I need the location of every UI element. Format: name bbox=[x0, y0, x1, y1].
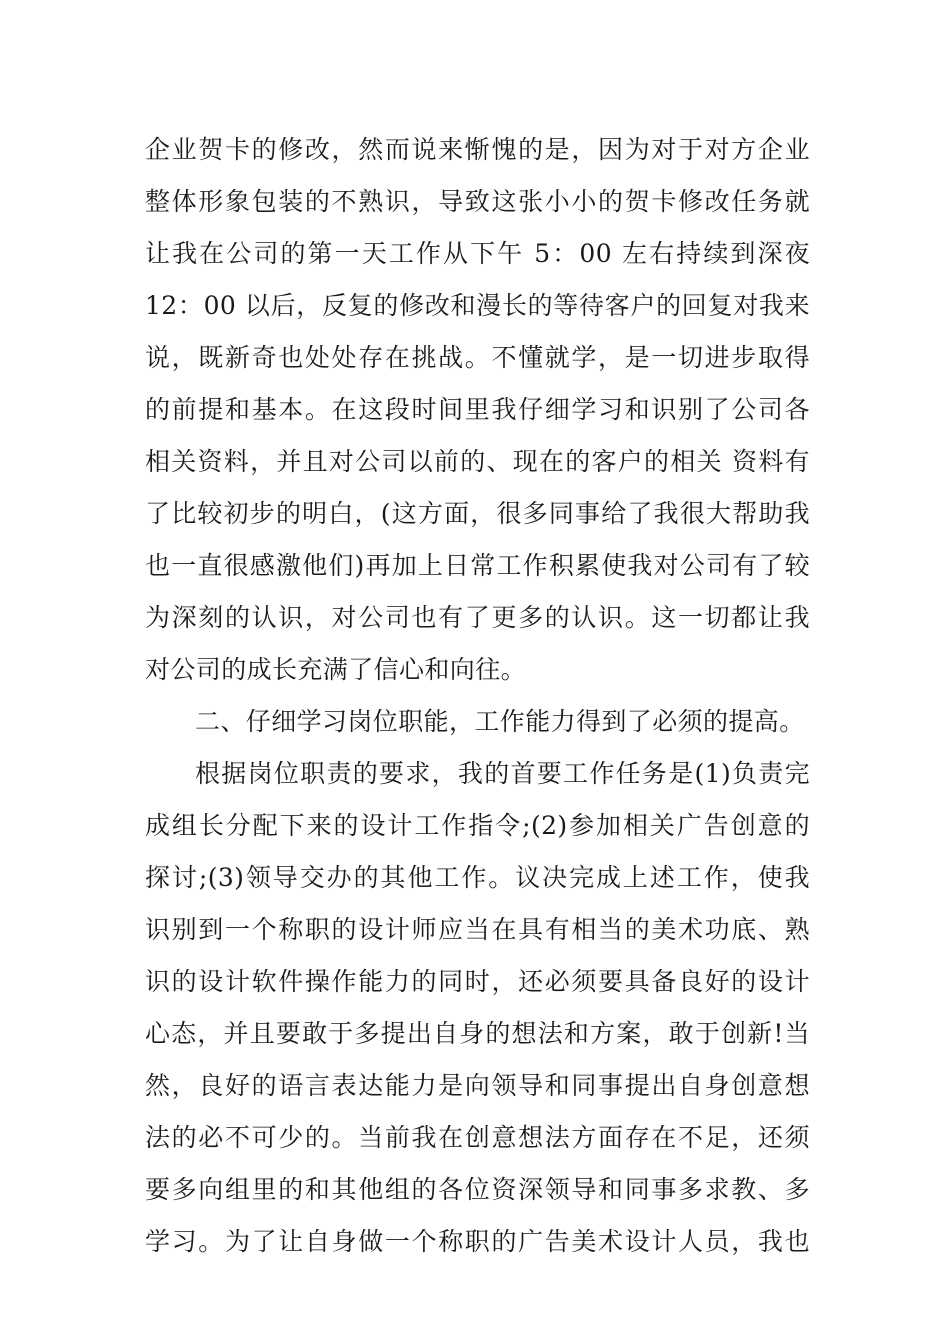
text-line: 识别到一个称职的设计师应当在具有相当的美术功底、熟 bbox=[145, 915, 810, 944]
paragraph bbox=[145, 124, 810, 696]
section-heading bbox=[145, 696, 810, 748]
text-line: 法的必不可少的。当前我在创意想法方面存在不足，还须 bbox=[145, 1123, 810, 1152]
text-line: 整体形象包装的不熟识，导致这张小小的贺卡修改任务就 bbox=[145, 187, 810, 216]
text-line: 根据岗位职责的要求，我的首要工作任务是(1)负责完 bbox=[195, 759, 810, 788]
text-line: 然，良好的语言表达能力是向领导和同事提出自身创意想 bbox=[145, 1071, 810, 1100]
text-line: 心态，并且要敢于多提出自身的想法和方案，敢于创新!当 bbox=[145, 1019, 810, 1048]
text-line: 让我在公司的第一天工作从下午 5：00 左右持续到深夜 bbox=[145, 239, 810, 268]
text-line: 识的设计软件操作能力的同时，还必须要具备良好的设计 bbox=[145, 967, 810, 996]
text-line: 也一直很感激他们)再加上日常工作积累使我对公司有了较 bbox=[145, 551, 810, 580]
text-line: 要多向组里的和其他组的各位资深领导和同事多求教、多 bbox=[145, 1175, 810, 1204]
text-line: 对公司的成长充满了信心和向往。 bbox=[145, 655, 527, 684]
text-line: 为深刻的认识，对公司也有了更多的认识。这一切都让我 bbox=[145, 603, 810, 632]
text-line: 学习。为了让自身做一个称职的广告美术设计人员，我也 bbox=[145, 1227, 810, 1256]
text-line: 的前提和基本。在这段时间里我仔细学习和识别了公司各 bbox=[145, 395, 810, 424]
text-line: 探讨;(3)领导交办的其他工作。议决完成上述工作，使我 bbox=[145, 863, 810, 892]
text-line: 相关资料，并且对公司以前的、现在的客户的相关 资料有 bbox=[145, 447, 810, 476]
text-line: 成组长分配下来的设计工作指令;(2)参加相关广告创意的 bbox=[145, 811, 810, 840]
text-line: 了比较初步的明白，(这方面，很多同事给了我很大帮助我 bbox=[145, 499, 810, 528]
text-line: 12：00 以后，反复的修改和漫长的等待客户的回复对我来 bbox=[145, 291, 810, 320]
text-line: 企业贺卡的修改，然而说来惭愧的是，因为对于对方企业 bbox=[145, 135, 810, 164]
text-line: 说，既新奇也处处存在挑战。不懂就学，是一切进步取得 bbox=[145, 343, 810, 372]
paragraph bbox=[145, 748, 810, 1268]
document-body bbox=[145, 124, 810, 1268]
text-line: 二、仔细学习岗位职能，工作能力得到了必须的提高。 bbox=[195, 707, 805, 736]
